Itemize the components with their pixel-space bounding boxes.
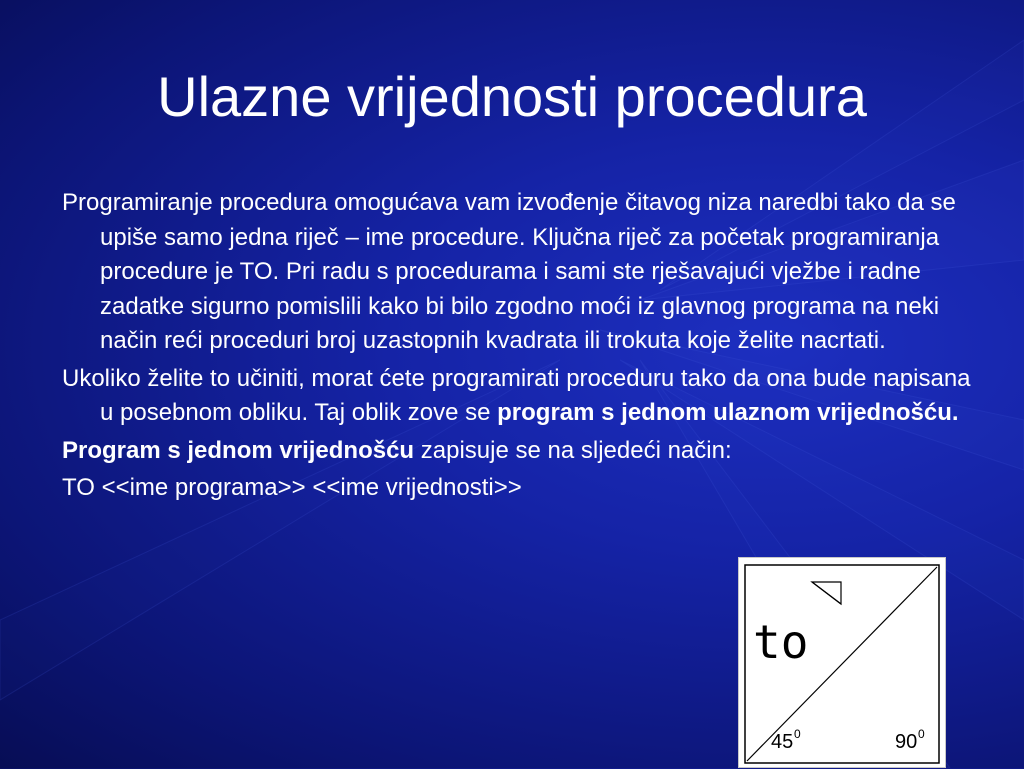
- paragraph-syntax: [62, 434, 982, 469]
- angle-label-90: 90: [895, 731, 918, 753]
- paragraph-input-value-bold: program s jednom ulaznom vrijednošću.: [497, 399, 959, 426]
- paragraph-syntax-example: TO <<ime programa>> <<ime vrijednosti>>: [62, 474, 522, 501]
- turtle-triangle-figure: [738, 557, 946, 768]
- angle-label-45: 45: [771, 731, 794, 753]
- paragraph-input-value: [62, 362, 982, 431]
- paragraph-syntax-bold: Program s jednom vrijednošću: [62, 436, 415, 464]
- paragraph-intro: Programiranje procedura omogućava vam izvođenje čitavog niza naredbi tako da se upiše samo jedna riječ – ime procedure. Ključna riječ za početak programiranja procedure je TO. Pri radu s procedurama i sami ste rješavajući vježbe i radne zadatke sigurno pomislili kako bi bilo zgodno moći iz glavnog programa na neki način reći proceduri broj uzastopnih kvadrata ili trokuta koje želite nacrtati.: [62, 189, 956, 354]
- slide-title: Ulazne vrijednosti procedura: [157, 65, 867, 128]
- turtle-arrow-line: [812, 582, 841, 604]
- degree-mark-45: 0: [794, 727, 801, 741]
- triangle-diagram: [739, 558, 947, 769]
- degree-mark-90: 0: [918, 727, 925, 741]
- figure-label-to: to: [753, 615, 809, 669]
- paragraph-syntax-text: zapisuje se na sljedeći način:: [414, 436, 732, 464]
- slide-body: [62, 186, 982, 509]
- paragraph-input-value-text: Ukoliko želite to učiniti, morat ćete programirati proceduru tako da ona bude napisana u posebnom obliku. Taj oblik zove se: [62, 364, 971, 426]
